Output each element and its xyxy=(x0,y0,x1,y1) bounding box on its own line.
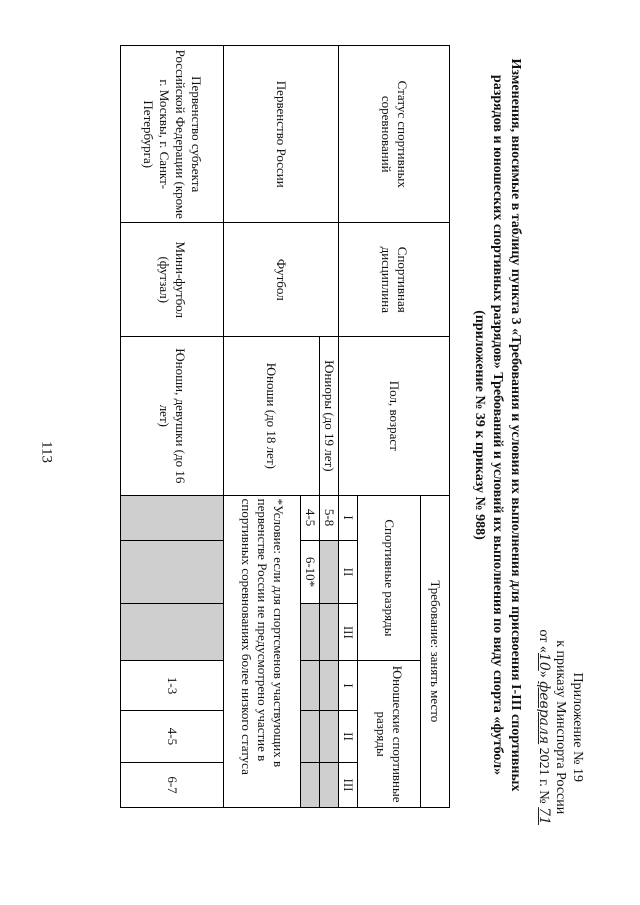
table-cell: 6-7 xyxy=(121,762,224,807)
header-rank-col: II xyxy=(339,540,358,604)
table-cell: 1-3 xyxy=(121,661,224,711)
header-status: Статус спортивных соревнований xyxy=(339,46,450,223)
page-number: 113 xyxy=(38,441,55,463)
footnote-condition: *Условие: если для спортсменов участвующих в первенстве России не предусмотрено участие в спортивных соревнованиях более низкого статуса xyxy=(224,495,301,807)
row-group: Юноши (до 18 лет) xyxy=(224,337,320,496)
handwritten-day: 10 xyxy=(536,652,552,671)
appendix-block xyxy=(535,629,586,825)
table-cell xyxy=(320,661,339,711)
table-cell xyxy=(301,661,320,711)
document-heading: Изменения, вносимые в таблицу пункта 3 «Требования и условия их выполнения для присвоения I-III спортивных разрядов и юношеских спортивных разрядов» Требований и условий их выполнения по виду спорта «футбол» (приложение № 39 к приказу № 988) xyxy=(472,58,523,792)
row-discipline: Футбол xyxy=(224,223,339,337)
header-rank-col: II xyxy=(339,710,358,762)
header-rank-col: I xyxy=(339,661,358,711)
header-sport-ranks: Спортивные разряды xyxy=(358,495,421,661)
table-cell xyxy=(301,762,320,807)
table-cell xyxy=(320,604,339,661)
header-rank-col: III xyxy=(339,762,358,807)
table-cell xyxy=(121,604,224,661)
handwritten-month: февраля xyxy=(536,681,552,745)
header-gender-age: Пол, возраст xyxy=(339,337,450,496)
header-discipline: Спортивная дисциплина xyxy=(339,223,450,337)
row-status: Первенство России xyxy=(224,46,339,223)
table-cell xyxy=(320,710,339,762)
row-group: Юноши, девушки (до 16 лет) xyxy=(121,337,224,496)
appendix-order-ref: к приказу Минспорта России xyxy=(553,640,568,815)
table-cell xyxy=(121,540,224,604)
table-cell: 6-10* xyxy=(301,540,320,604)
rotated-page-content xyxy=(26,45,586,865)
row-group: Юниоры (до 19 лет) xyxy=(320,337,339,496)
table-cell xyxy=(320,762,339,807)
header-rank-col: I xyxy=(339,495,358,540)
header-requirement: Требование: занять место xyxy=(421,495,450,807)
row-status: Первенство субъекта Российской Федерации (кроме г. Москвы, г. Санкт-Петербурга) xyxy=(121,46,224,223)
table-cell xyxy=(320,540,339,604)
appendix-title: Приложение № 19 xyxy=(570,672,585,782)
table-cell: 4-5 xyxy=(301,495,320,540)
row-discipline: Мини-футбол (футзал) xyxy=(121,223,224,337)
table-cell: 4-5 xyxy=(121,710,224,762)
handwritten-number: 71 xyxy=(536,807,552,825)
table-cell xyxy=(301,604,320,661)
table-cell xyxy=(301,710,320,762)
requirements-table xyxy=(120,45,450,808)
table-cell xyxy=(121,495,224,540)
appendix-date-line: от «10» февраля 2021 г. № 71 xyxy=(536,629,552,825)
header-rank-col: III xyxy=(339,604,358,661)
header-youth-ranks: Юношеские спортивные разряды xyxy=(358,661,421,808)
table-cell: 5-8 xyxy=(320,495,339,540)
